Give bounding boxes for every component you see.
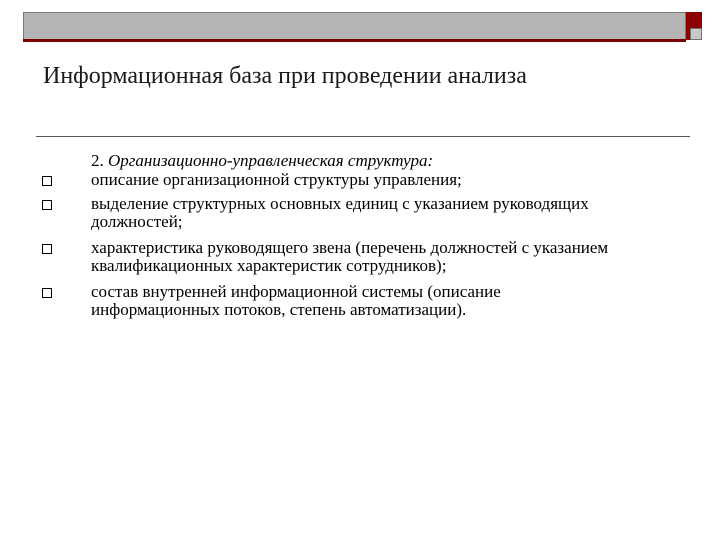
hollow-square-icon — [42, 200, 52, 210]
hollow-square-icon — [42, 288, 52, 298]
section-heading — [91, 151, 433, 171]
header-bar — [23, 12, 686, 40]
corner-gray-square — [690, 28, 702, 40]
section-title: Организационно-управленческая структура: — [108, 151, 434, 170]
hollow-square-icon — [42, 176, 52, 186]
list-item: описание организационной структуры управления; — [91, 170, 462, 189]
list-item: характеристика руководящего звена (перечень должностей с указанием квалификационных характеристик сотрудников); — [91, 238, 609, 275]
section-number: 2. — [91, 151, 104, 170]
list-item: выделение структурных основных единиц с указанием руководящих должностей; — [91, 194, 589, 231]
header-accent-line — [23, 39, 686, 42]
title-divider — [36, 136, 690, 137]
list-item: состав внутренней информационной системы (описание информационных потоков, степень автоматизации). — [91, 282, 501, 319]
hollow-square-icon — [42, 244, 52, 254]
slide-title: Информационная база при проведении анализа — [43, 63, 527, 89]
